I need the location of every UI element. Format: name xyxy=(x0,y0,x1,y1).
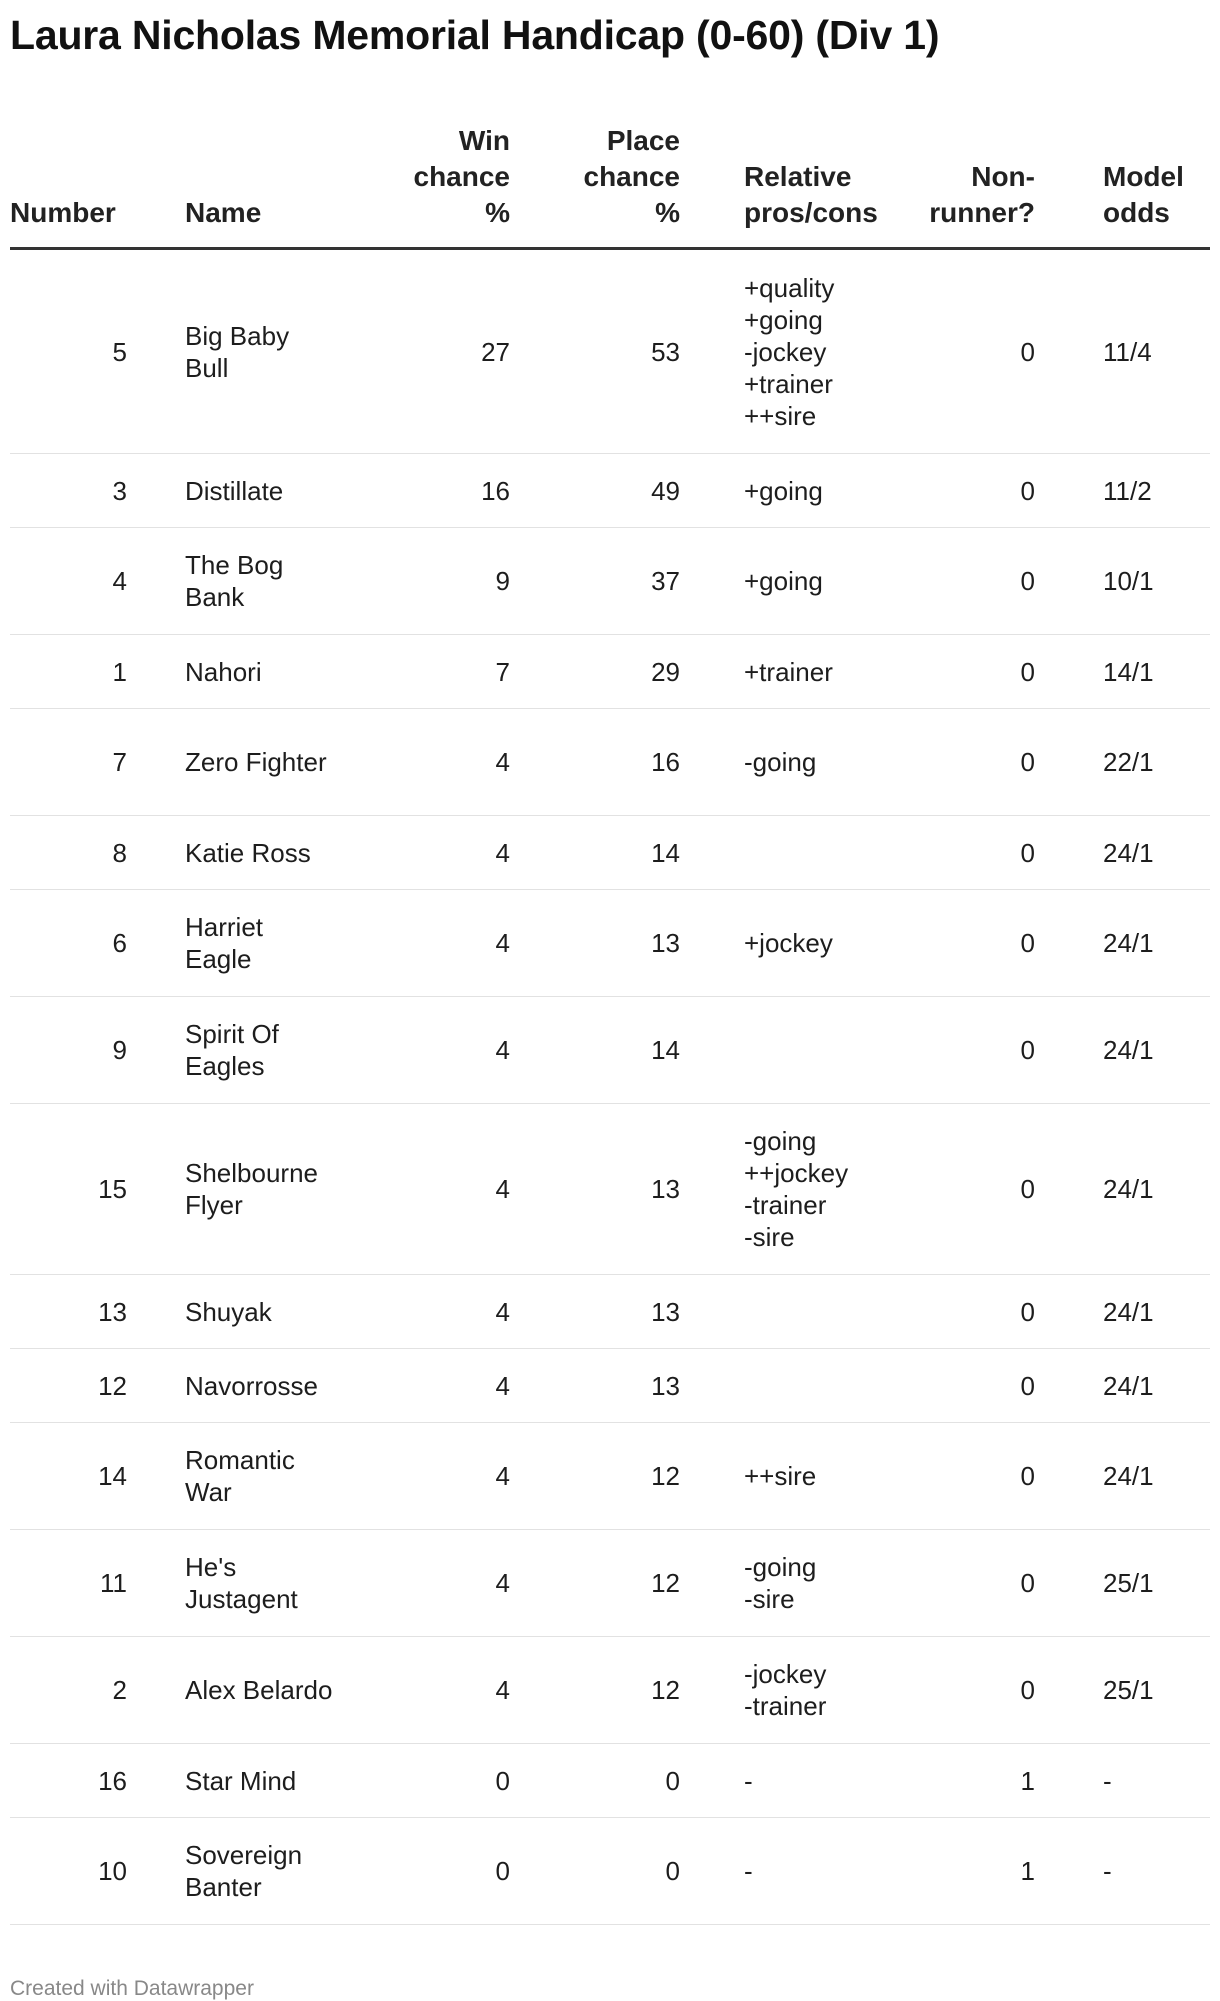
cell-model-odds: 14/1 xyxy=(1035,635,1210,709)
cell-pros-cons xyxy=(680,454,905,528)
pros-cons-item: - xyxy=(744,1856,753,1886)
cell-model-odds: 24/1 xyxy=(1035,1275,1210,1349)
cell-model-odds: 24/1 xyxy=(1035,997,1210,1104)
cell-model-odds: 10/1 xyxy=(1035,528,1210,635)
horse-name: Katie Ross xyxy=(185,837,311,868)
cell-pros-cons xyxy=(680,816,905,890)
cell-pros-cons xyxy=(680,1744,905,1818)
pros-cons-item: +going xyxy=(744,566,823,596)
cell-non-runner: 0 xyxy=(905,890,1035,997)
cell-name xyxy=(185,997,350,1104)
table-row xyxy=(10,1818,1210,1925)
cell-non-runner: 0 xyxy=(905,1104,1035,1275)
cell-win-chance: 0 xyxy=(350,1818,510,1925)
table-row xyxy=(10,1423,1210,1530)
cell-model-odds: 22/1 xyxy=(1035,709,1210,816)
cell-name xyxy=(185,709,350,816)
pros-cons-item: -going xyxy=(744,1126,817,1156)
cell-non-runner: 0 xyxy=(905,816,1035,890)
pros-cons-item: +trainer xyxy=(744,368,833,399)
cell-name xyxy=(185,1744,350,1818)
header-win-chance[interactable] xyxy=(350,123,510,249)
table-row xyxy=(10,454,1210,528)
pros-cons-item: - xyxy=(744,1765,753,1796)
header-number[interactable]: Number xyxy=(10,123,185,249)
pros-cons-item: +jockey xyxy=(744,928,833,958)
cell-place-chance: 37 xyxy=(510,528,680,635)
cell-model-odds: - xyxy=(1035,1818,1210,1925)
cell-number: 10 xyxy=(10,1818,185,1925)
footer-credit: Created with Datawrapper xyxy=(10,1977,254,2000)
cell-number: 16 xyxy=(10,1744,185,1818)
horse-name: The Bog Bank xyxy=(185,550,284,612)
cell-number: 4 xyxy=(10,528,185,635)
cell-place-chance: 14 xyxy=(510,997,680,1104)
cell-win-chance: 4 xyxy=(350,1637,510,1744)
table-row xyxy=(10,635,1210,709)
cell-win-chance: 9 xyxy=(350,528,510,635)
cell-pros-cons xyxy=(680,997,905,1104)
cell-place-chance: 12 xyxy=(510,1530,680,1637)
cell-non-runner: 0 xyxy=(905,1349,1035,1423)
horse-name: Spirit Of Eagles xyxy=(185,1019,279,1081)
horse-name: Shuyak xyxy=(185,1296,272,1327)
cell-non-runner: 0 xyxy=(905,1637,1035,1744)
header-pros-cons-label: Relative pros/cons xyxy=(744,161,878,228)
table-body xyxy=(10,249,1210,1925)
cell-place-chance: 29 xyxy=(510,635,680,709)
chart-title: Laura Nicholas Memorial Handicap (0-60) (Div 1) xyxy=(10,12,940,58)
table-row xyxy=(10,1275,1210,1349)
header-pros-cons[interactable] xyxy=(680,123,905,249)
cell-win-chance: 4 xyxy=(350,1530,510,1637)
cell-non-runner: 0 xyxy=(905,709,1035,816)
cell-model-odds: 25/1 xyxy=(1035,1637,1210,1744)
header-non-runner-label: Non-runner? xyxy=(929,161,1035,228)
cell-pros-cons xyxy=(680,249,905,454)
cell-place-chance: 0 xyxy=(510,1818,680,1925)
cell-name xyxy=(185,1423,350,1530)
cell-win-chance: 4 xyxy=(350,1423,510,1530)
header-place-chance[interactable] xyxy=(510,123,680,249)
cell-name xyxy=(185,635,350,709)
pros-cons-item: +going xyxy=(744,304,823,335)
cell-win-chance: 27 xyxy=(350,249,510,454)
pros-cons-item: -trainer xyxy=(744,1190,827,1220)
cell-non-runner: 0 xyxy=(905,454,1035,528)
horse-name: Harriet Eagle xyxy=(185,912,264,974)
cell-non-runner: 0 xyxy=(905,997,1035,1104)
pros-cons-item: -sire xyxy=(744,1584,795,1614)
cell-number: 1 xyxy=(10,635,185,709)
horse-name: Zero Fighter xyxy=(185,747,327,777)
cell-pros-cons xyxy=(680,1275,905,1349)
cell-pros-cons xyxy=(680,1349,905,1423)
table-row xyxy=(10,1104,1210,1275)
pros-cons-item: +quality xyxy=(744,272,835,303)
table-row xyxy=(10,528,1210,635)
cell-win-chance: 7 xyxy=(350,635,510,709)
cell-model-odds: 25/1 xyxy=(1035,1530,1210,1637)
table-row xyxy=(10,249,1210,454)
cell-place-chance: 13 xyxy=(510,1104,680,1275)
table-row xyxy=(10,1530,1210,1637)
pros-cons-item: -jockey xyxy=(744,336,827,367)
cell-win-chance: 4 xyxy=(350,997,510,1104)
pros-cons-item: -going xyxy=(744,747,817,777)
cell-name xyxy=(185,1349,350,1423)
horse-name: Navorrosse xyxy=(185,1370,318,1401)
cell-number: 14 xyxy=(10,1423,185,1530)
cell-pros-cons xyxy=(680,890,905,997)
cell-win-chance: 4 xyxy=(350,890,510,997)
pros-cons-item: -trainer xyxy=(744,1691,827,1721)
horse-name: Alex Belardo xyxy=(185,1675,333,1705)
cell-place-chance: 13 xyxy=(510,1349,680,1423)
table-header-row xyxy=(10,123,1210,249)
table-row xyxy=(10,1744,1210,1818)
header-win-chance-label: Win chance % xyxy=(413,125,510,228)
cell-place-chance: 13 xyxy=(510,890,680,997)
cell-name xyxy=(185,1275,350,1349)
pros-cons-item: +trainer xyxy=(744,656,833,687)
cell-number: 12 xyxy=(10,1349,185,1423)
cell-number: 9 xyxy=(10,997,185,1104)
cell-win-chance: 4 xyxy=(350,709,510,816)
cell-model-odds: 24/1 xyxy=(1035,1104,1210,1275)
horse-name: Nahori xyxy=(185,656,262,687)
cell-pros-cons xyxy=(680,709,905,816)
cell-place-chance: 13 xyxy=(510,1275,680,1349)
cell-win-chance: 16 xyxy=(350,454,510,528)
pros-cons-item: -jockey xyxy=(744,1659,827,1689)
cell-pros-cons xyxy=(680,1637,905,1744)
cell-name xyxy=(185,1530,350,1637)
cell-place-chance: 53 xyxy=(510,249,680,454)
cell-non-runner: 0 xyxy=(905,249,1035,454)
horse-name: He's Justagent xyxy=(185,1552,298,1614)
cell-place-chance: 16 xyxy=(510,709,680,816)
cell-number: 8 xyxy=(10,816,185,890)
cell-name xyxy=(185,816,350,890)
horse-name: Sovereign Banter xyxy=(185,1840,303,1902)
cell-name xyxy=(185,1818,350,1925)
cell-name xyxy=(185,890,350,997)
cell-non-runner: 1 xyxy=(905,1744,1035,1818)
header-place-chance-label: Place chance % xyxy=(583,125,680,228)
cell-number: 13 xyxy=(10,1275,185,1349)
cell-place-chance: 49 xyxy=(510,454,680,528)
cell-place-chance: 12 xyxy=(510,1637,680,1744)
cell-model-odds: 24/1 xyxy=(1035,890,1210,997)
cell-win-chance: 0 xyxy=(350,1744,510,1818)
cell-model-odds: 24/1 xyxy=(1035,816,1210,890)
cell-number: 15 xyxy=(10,1104,185,1275)
table-row xyxy=(10,1349,1210,1423)
cell-non-runner: 0 xyxy=(905,635,1035,709)
horse-name: Big Baby Bull xyxy=(185,320,290,383)
cell-pros-cons xyxy=(680,1423,905,1530)
cell-name xyxy=(185,1637,350,1744)
table-row xyxy=(10,1637,1210,1744)
header-model-odds-label: Model odds xyxy=(1103,161,1184,228)
cell-pros-cons xyxy=(680,1104,905,1275)
pros-cons-item: ++sire xyxy=(744,1461,817,1491)
pros-cons-item: ++jockey xyxy=(744,1158,849,1188)
cell-number: 3 xyxy=(10,454,185,528)
cell-win-chance: 4 xyxy=(350,1349,510,1423)
table-row xyxy=(10,816,1210,890)
cell-name xyxy=(185,454,350,528)
horse-name: Star Mind xyxy=(185,1765,297,1796)
cell-number: 11 xyxy=(10,1530,185,1637)
cell-pros-cons xyxy=(680,1530,905,1637)
cell-pros-cons xyxy=(680,528,905,635)
odds-table xyxy=(10,123,1210,1925)
cell-place-chance: 14 xyxy=(510,816,680,890)
cell-non-runner: 0 xyxy=(905,1530,1035,1637)
cell-win-chance: 4 xyxy=(350,1275,510,1349)
cell-model-odds: 24/1 xyxy=(1035,1423,1210,1530)
cell-win-chance: 4 xyxy=(350,1104,510,1275)
cell-place-chance: 12 xyxy=(510,1423,680,1530)
cell-number: 5 xyxy=(10,249,185,454)
pros-cons-item: ++sire xyxy=(744,400,817,431)
horse-name: Romantic War xyxy=(185,1445,295,1507)
cell-model-odds: 11/4 xyxy=(1035,249,1210,454)
header-non-runner[interactable] xyxy=(905,123,1035,249)
pros-cons-item: +going xyxy=(744,475,823,506)
cell-non-runner: 0 xyxy=(905,1275,1035,1349)
cell-non-runner: 0 xyxy=(905,528,1035,635)
cell-non-runner: 0 xyxy=(905,1423,1035,1530)
cell-number: 7 xyxy=(10,709,185,816)
cell-name xyxy=(185,528,350,635)
cell-number: 2 xyxy=(10,1637,185,1744)
horse-name: Distillate xyxy=(185,475,284,506)
cell-pros-cons xyxy=(680,635,905,709)
cell-win-chance: 4 xyxy=(350,816,510,890)
cell-number: 6 xyxy=(10,890,185,997)
table-row xyxy=(10,890,1210,997)
cell-name xyxy=(185,1104,350,1275)
cell-name xyxy=(185,249,350,454)
cell-model-odds: - xyxy=(1035,1744,1210,1818)
cell-place-chance: 0 xyxy=(510,1744,680,1818)
horse-name: Shelbourne Flyer xyxy=(185,1158,318,1220)
header-model-odds[interactable] xyxy=(1035,123,1210,249)
cell-non-runner: 1 xyxy=(905,1818,1035,1925)
header-name[interactable]: Name xyxy=(185,123,350,249)
cell-pros-cons xyxy=(680,1818,905,1925)
cell-model-odds: 24/1 xyxy=(1035,1349,1210,1423)
pros-cons-item: -sire xyxy=(744,1222,795,1252)
table-row xyxy=(10,709,1210,816)
table-row xyxy=(10,997,1210,1104)
pros-cons-item: -going xyxy=(744,1552,817,1582)
cell-model-odds: 11/2 xyxy=(1035,454,1210,528)
